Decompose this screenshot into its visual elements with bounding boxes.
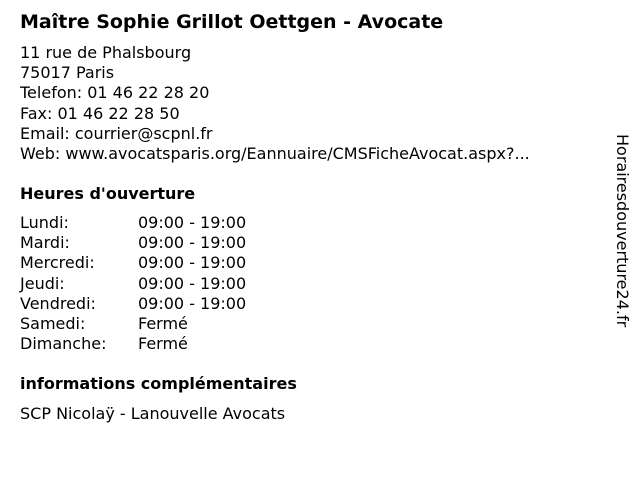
website-url: Web: www.avocatsparis.org/Eannuaire/CMSFicheAvocat.aspx?... xyxy=(20,144,530,164)
hours-value: 09:00 - 19:00 xyxy=(138,273,247,293)
fax-number: Fax: 01 46 22 28 50 xyxy=(20,103,180,123)
hours-row-sunday xyxy=(20,334,340,354)
phone-number: Telefon: 01 46 22 28 20 xyxy=(20,83,210,103)
day-label: Vendredi: xyxy=(20,293,96,313)
hours-value: 09:00 - 19:00 xyxy=(138,213,247,232)
day-label: Samedi: xyxy=(20,313,86,333)
info-text: SCP Nicolaÿ - Lanouvelle Avocats xyxy=(20,404,286,423)
hours-row-monday xyxy=(20,213,340,233)
hours-row-saturday xyxy=(20,314,340,334)
hours-value: Fermé xyxy=(138,334,188,354)
hours-row-wednesday xyxy=(20,253,340,273)
email-address: Email: courrier@scpnl.fr xyxy=(20,123,213,143)
hours-value: Fermé xyxy=(138,313,188,333)
hours-row-thursday xyxy=(20,274,340,294)
day-label: Dimanche: xyxy=(20,334,107,354)
hours-value: 09:00 - 19:00 xyxy=(138,253,247,273)
hours-heading: Heures d'ouverture xyxy=(20,184,196,203)
site-watermark: Horairesdouverture24.fr xyxy=(613,134,632,328)
hours-row-friday xyxy=(20,294,340,314)
hours-table xyxy=(20,213,340,354)
day-label: Jeudi: xyxy=(20,273,65,293)
address-city: 75017 Paris xyxy=(20,63,115,83)
page-title: Maître Sophie Grillot Oettgen - Avocate xyxy=(20,11,444,33)
day-label: Lundi: xyxy=(20,213,69,232)
hours-value: 09:00 - 19:00 xyxy=(138,293,247,313)
hours-row-tuesday xyxy=(20,233,340,253)
address-street: 11 rue de Phalsbourg xyxy=(20,43,192,62)
contact-block xyxy=(20,43,530,164)
day-label: Mardi: xyxy=(20,233,70,253)
info-heading: informations complémentaires xyxy=(20,374,297,393)
hours-value: 09:00 - 19:00 xyxy=(138,233,247,253)
day-label: Mercredi: xyxy=(20,253,95,273)
